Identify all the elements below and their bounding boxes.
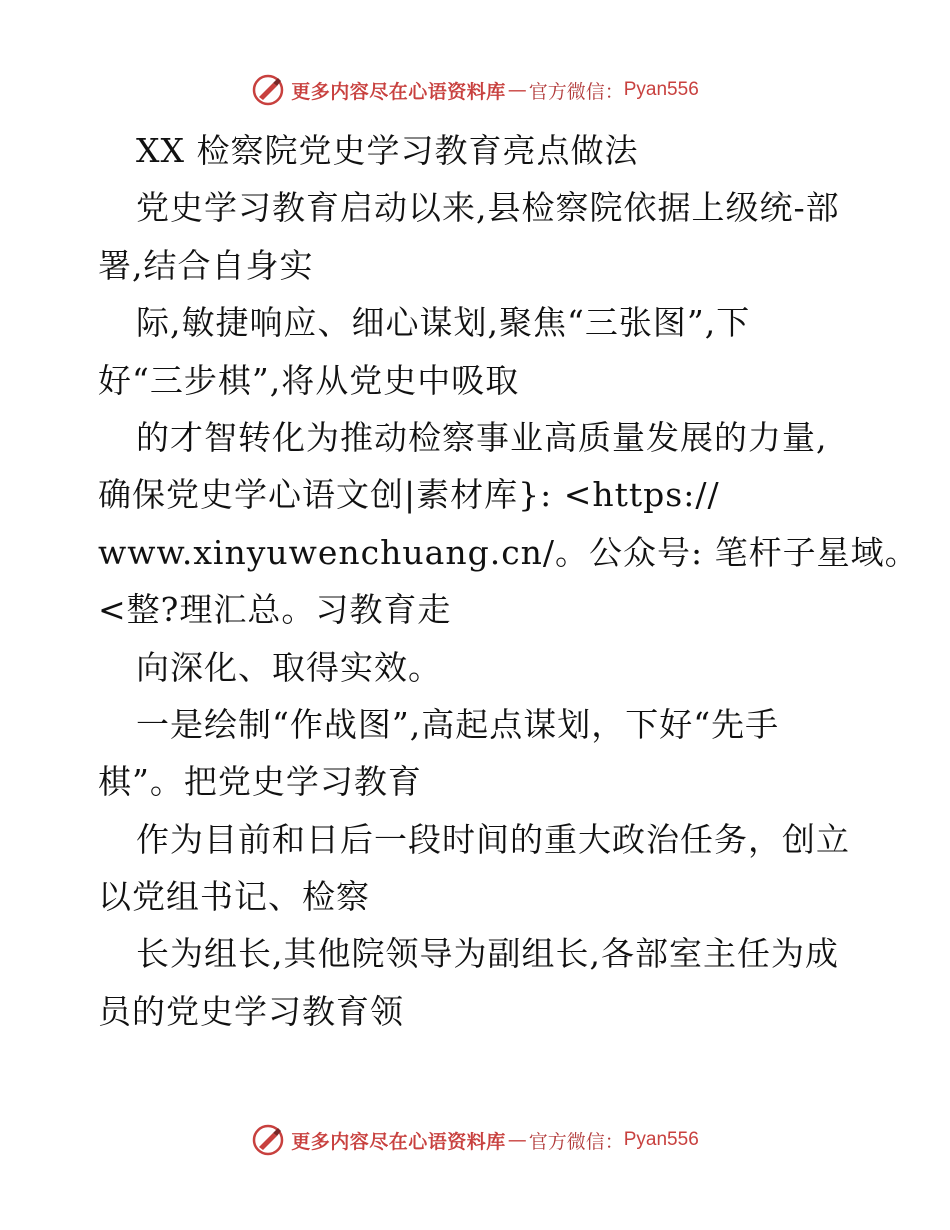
watermark-label: 官方微信： (528, 80, 624, 103)
document-line: 署,结合自身实 (98, 245, 314, 285)
watermark-title: 更多内容尽在心语资料库 (291, 80, 506, 103)
watermark-label: 官方微信： (528, 1130, 624, 1153)
document-line: 党史学习教育启动以来,县检察院依据上级统-部 (136, 188, 840, 228)
watermark-title: 更多内容尽在心语资料库 (291, 1130, 506, 1153)
watermark-wechat-id: Pyan556 (623, 1129, 699, 1150)
watermark-separator: — (507, 79, 527, 101)
document-line: 棋”。把党史学习教育 (98, 762, 422, 802)
watermark-header (0, 70, 950, 110)
document-line: 好“三步棋”,将从党史中吸取 (98, 360, 520, 400)
document-line: 确保党史学心语文创|素材库}: <https:// (98, 475, 720, 515)
document-line: www.xinyuwenchuang.cn/。公众号: 笔杆子星域。 (98, 532, 919, 572)
watermark-separator: — (507, 1129, 527, 1151)
document-line: <整?理汇总。习教育走 (98, 590, 452, 630)
document-line: 长为组长,其他院领导为副组长,各部室主任为成 (136, 934, 839, 974)
watermark-wechat-id: Pyan556 (623, 79, 699, 100)
document-line: 的才智转化为推动检察事业高质量发展的力量, (136, 417, 828, 457)
document-line: 向深化、取得实效。 (136, 647, 442, 687)
document-title: XX 检察院党史学习教育亮点做法 (136, 131, 639, 170)
document-body (98, 122, 919, 1040)
watermark-footer (0, 1120, 950, 1160)
document-line: 际,敏捷响应、细心谋划,聚焦“三张图”,下 (136, 303, 751, 343)
document-line: 以党组书记、检察 (98, 877, 370, 917)
brand-logo-icon (251, 73, 285, 107)
document-line: 作为目前和日后一段时间的重大政治任务，创立 (136, 819, 850, 859)
document-line: 员的党史学习教育领 (98, 991, 404, 1031)
brand-logo-icon (251, 1123, 285, 1157)
document-line: 一是绘制“作战图”,高起点谋划，下好“先手 (136, 704, 780, 744)
